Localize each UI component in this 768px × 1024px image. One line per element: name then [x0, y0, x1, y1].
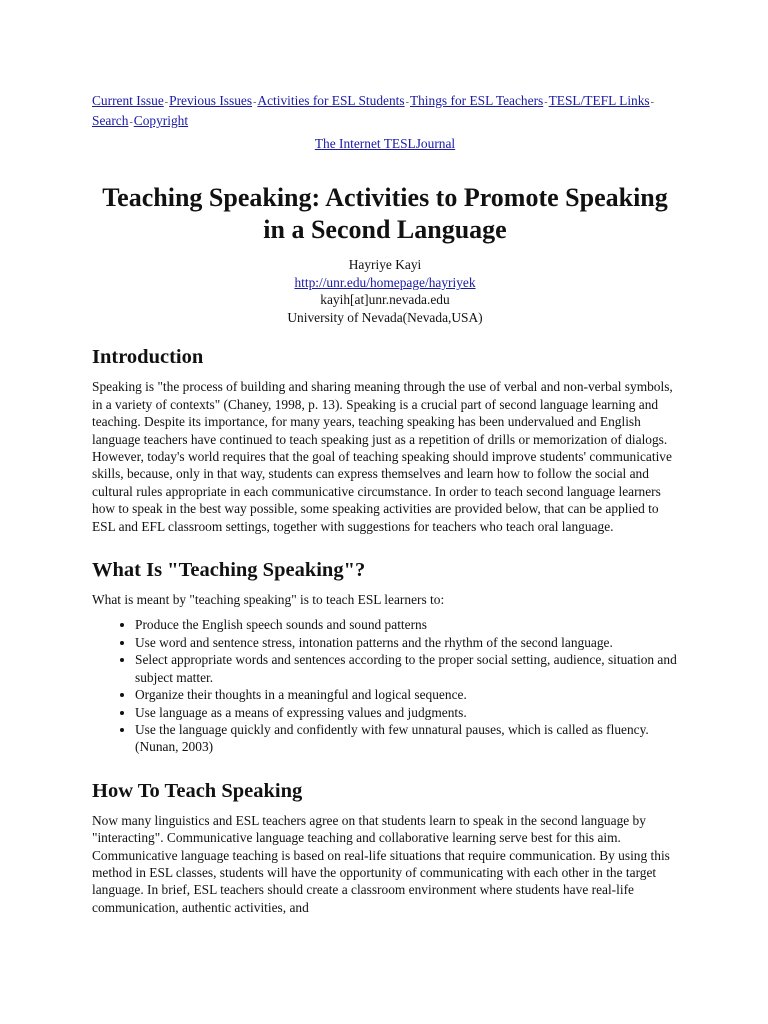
list-item: • Use the language quickly and confidently with few unnatural pauses, which is called as fluency. (Nunan, 2003): [135, 721, 683, 756]
nav-search-link[interactable]: Search: [92, 113, 129, 128]
what-is-intro: What is meant by "teaching speaking" is to teach ESL learners to:: [92, 592, 445, 608]
nav-copyright-link[interactable]: Copyright: [133, 113, 189, 128]
list-item: • Produce the English speech sounds and sound patterns: [135, 616, 683, 633]
nav-teachers-link[interactable]: Things for ESL Teachers: [409, 93, 544, 108]
nav-previous-issues-link[interactable]: Previous Issues: [169, 93, 253, 108]
speaking-goals-list: [92, 616, 683, 755]
nav-separator: -: [253, 97, 257, 108]
author-affiliation: University of Nevada(Nevada,USA): [287, 309, 483, 325]
nav-activities-link[interactable]: Activities for ESL Students: [257, 93, 405, 108]
top-navigation: [92, 92, 688, 132]
nav-separator: -: [650, 97, 654, 108]
journal-home-link[interactable]: The Internet TESLJournal: [314, 136, 456, 151]
nav-separator: -: [164, 97, 169, 108]
article-title: Teaching Speaking: Activities to Promote Speaking in a Second Language: [102, 183, 668, 245]
nav-tesl-links-link[interactable]: TESL/TEFL Links: [548, 93, 650, 108]
nav-current-issue-link[interactable]: Current Issue: [92, 93, 164, 108]
introduction-heading: Introduction: [92, 346, 204, 369]
what-is-heading: What Is "Teaching Speaking"?: [92, 559, 366, 582]
how-to-heading: How To Teach Speaking: [92, 779, 303, 802]
author-byline: [92, 256, 678, 326]
author-homepage-link[interactable]: http://unr.edu/homepage/hayriyek: [294, 274, 476, 290]
list-item: • Organize their thoughts in a meaningful and logical sequence.: [135, 686, 683, 703]
introduction-paragraph: Speaking is "the process of building and sharing meaning through the use of verbal and non-verbal symbols, in a variety of contexts" (Chaney, 1998, p. 13). Speaking is a crucial part of second language learning and teaching. Despite its importance, for many years, teaching speaking has been undervalued and English language teachers have continued to teach speaking just as a repetition of drills or memorization of dialogs. However, today's world requires that the goal of teaching speaking should improve students' communicative skills, because, only in that way, students can express themselves and learn how to follow the social and cultural rules appropriate in each communicative circumstance. In order to teach second language learners how to speak in the best way possible, some speaking activities are provided below, that can be applied to ESL and EFL classroom settings, together with suggestions for teachers who teach oral language.: [92, 379, 673, 534]
nav-separator: -: [129, 117, 133, 128]
author-email: kayih[at]unr.nevada.edu: [320, 292, 450, 308]
nav-separator: -: [544, 97, 548, 108]
how-to-paragraph: Now many linguistics and ESL teachers agree on that students learn to speak in the second language by "interacting". Communicative language teaching and collaborative learning serve best for this aim. Communicative language teaching is based on real-life situations that require communication. By using this method in ESL classes, students will have the opportunity of communicating with each other in the target language. In brief, ESL teachers should create a classroom environment where students have real-life communication, authentic activities, and: [92, 812, 670, 915]
nav-separator: -: [405, 97, 409, 108]
list-item: • Use language as a means of expressing values and judgments.: [135, 704, 683, 721]
journal-link-row: [92, 135, 678, 152]
list-item: • Use word and sentence stress, intonation patterns and the rhythm of the second language.: [135, 634, 683, 651]
author-name: Hayriye Kayi: [348, 257, 422, 273]
list-item: • Select appropriate words and sentences according to the proper social setting, audience, situation and subject matter.: [135, 651, 683, 686]
